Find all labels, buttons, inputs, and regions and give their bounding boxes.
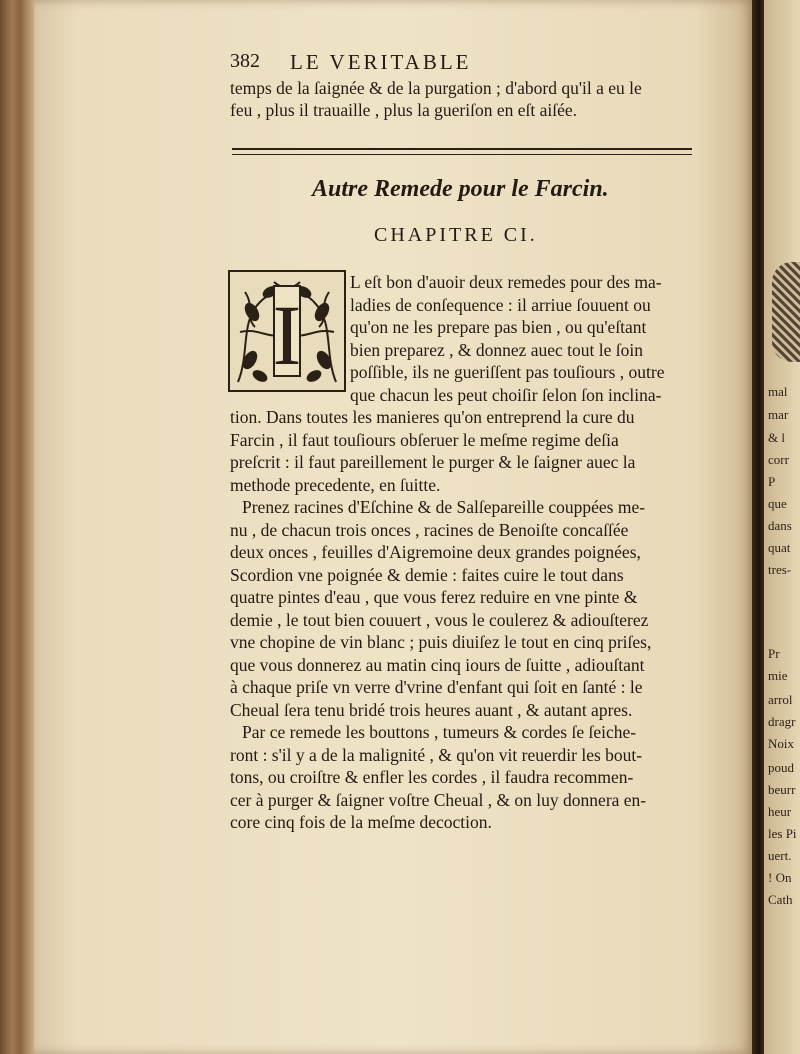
floral-ornament-icon xyxy=(230,272,344,390)
text-line: temps de la ſaignée & de la purgation ; d'abord qu'il a eu le xyxy=(230,78,642,98)
text-line: methode precedente, en ſuitte. xyxy=(230,474,441,495)
next-page-text: mal xyxy=(768,384,788,399)
next-page-text: & l xyxy=(768,430,785,445)
next-page-text: P xyxy=(768,474,776,489)
next-page-text: Noix xyxy=(768,736,794,751)
section-title: Autre Remede pour le Farcin. xyxy=(312,176,609,202)
next-page-text: ! On xyxy=(768,870,792,885)
text-line: preſcrit : il faut pareillement le purger & le ſaigner auec la xyxy=(230,452,636,472)
text-line: feu , plus il trauaille , plus la gueriſon en eſt aiſée. xyxy=(230,100,577,120)
next-page-ornament xyxy=(772,262,800,362)
next-page-fragment xyxy=(764,0,800,1054)
svg-text:I: I xyxy=(272,287,302,383)
text-line: poſſible, ils ne gueriſſent pas touſiours , outre xyxy=(350,362,665,382)
next-page-text: dragr xyxy=(768,714,796,729)
text-line: L eſt bon d'auoir deux remedes pour des ma- xyxy=(350,272,662,292)
text-line: ront : s'il y a de la malignité , & qu'on vit reuerdir les bout- xyxy=(230,744,643,765)
next-page-text: uert. xyxy=(768,848,792,863)
text-line: demie , le tout bien couuert , vous le coulerez & adiouſterez xyxy=(230,609,649,630)
next-page-text: poud xyxy=(768,760,794,775)
text-line: Prenez racines d'Eſchine & de Salſepareille couppées me- xyxy=(242,497,646,517)
running-title: LE VERITABLE xyxy=(290,50,472,74)
next-page-text: Cath xyxy=(768,892,793,907)
text-line: que chacun les peut choiſir ſelon ſon inclina- xyxy=(350,384,662,405)
chapter-heading: CHAPITRE CI. xyxy=(374,224,538,246)
text-line: quatre pintes d'eau , que vous ferez reduire en vne pinte & xyxy=(230,587,638,607)
next-page-text: mar xyxy=(768,407,789,422)
text-line: qu'on ne les prepare pas bien , ou qu'eſtant xyxy=(350,317,647,337)
text-line: Farcin , il faut touſiours obſeruer le meſme regime deſia xyxy=(230,429,619,450)
text-line: ladies de conſequence : il arriue ſouuent ou xyxy=(350,294,651,315)
next-page-text: arrol xyxy=(768,692,793,707)
decorated-initial xyxy=(228,270,346,392)
text-line: nu , de chacun trois onces , racines de Benoiſte concaſſée xyxy=(230,519,629,540)
text-line: tion. Dans toutes les manieres qu'on entreprend la cure du xyxy=(230,407,635,427)
text-line: core cinq fois de la meſme decoction. xyxy=(230,812,492,832)
next-page-text: que xyxy=(768,496,787,511)
text-line: à chaque priſe vn verre d'vrine d'enfant qui ſoit en ſanté : le xyxy=(230,677,643,697)
text-line: deux onces , feuilles d'Aigremoine deux grandes poignées, xyxy=(230,542,641,562)
section-rule xyxy=(232,148,692,155)
next-page-text: beurr xyxy=(768,782,796,797)
next-page-text: quat xyxy=(768,540,791,555)
text-line: tons, ou croiſtre & enfler les cordes , il faudra recommen- xyxy=(230,767,634,787)
next-page-text: Pr xyxy=(768,646,780,661)
text-line: Par ce remede les bouttons , tumeurs & cordes ſe ſeiche- xyxy=(242,722,637,742)
text-line: Cheual ſera tenu bridé trois heures auant , & autant apres. xyxy=(230,699,633,720)
next-page-text: mie xyxy=(768,668,788,683)
text-line: cer à purger & ſaigner voſtre Cheual , & on luy donnera en- xyxy=(230,789,647,810)
next-page-text: dans xyxy=(768,518,792,533)
text-line: Scordion vne poignée & demie : faites cuire le tout dans xyxy=(230,564,624,585)
next-page-text: les Pi xyxy=(768,826,797,841)
next-page-text: heur xyxy=(768,804,792,819)
next-page-text: tres- xyxy=(768,562,792,577)
page-number: 382 xyxy=(230,50,260,72)
next-page-text: corr xyxy=(768,452,789,467)
text-line: vne chopine de vin blanc ; puis diuiſez le tout en cinq priſes, xyxy=(230,632,652,652)
text-line: que vous donnerez au matin cinq iours de ſuitte , adiouſtant xyxy=(230,654,645,675)
text-line: bien preparez , & donnez auec tout le ſoin xyxy=(350,339,644,360)
book-edge-left xyxy=(0,0,34,1054)
